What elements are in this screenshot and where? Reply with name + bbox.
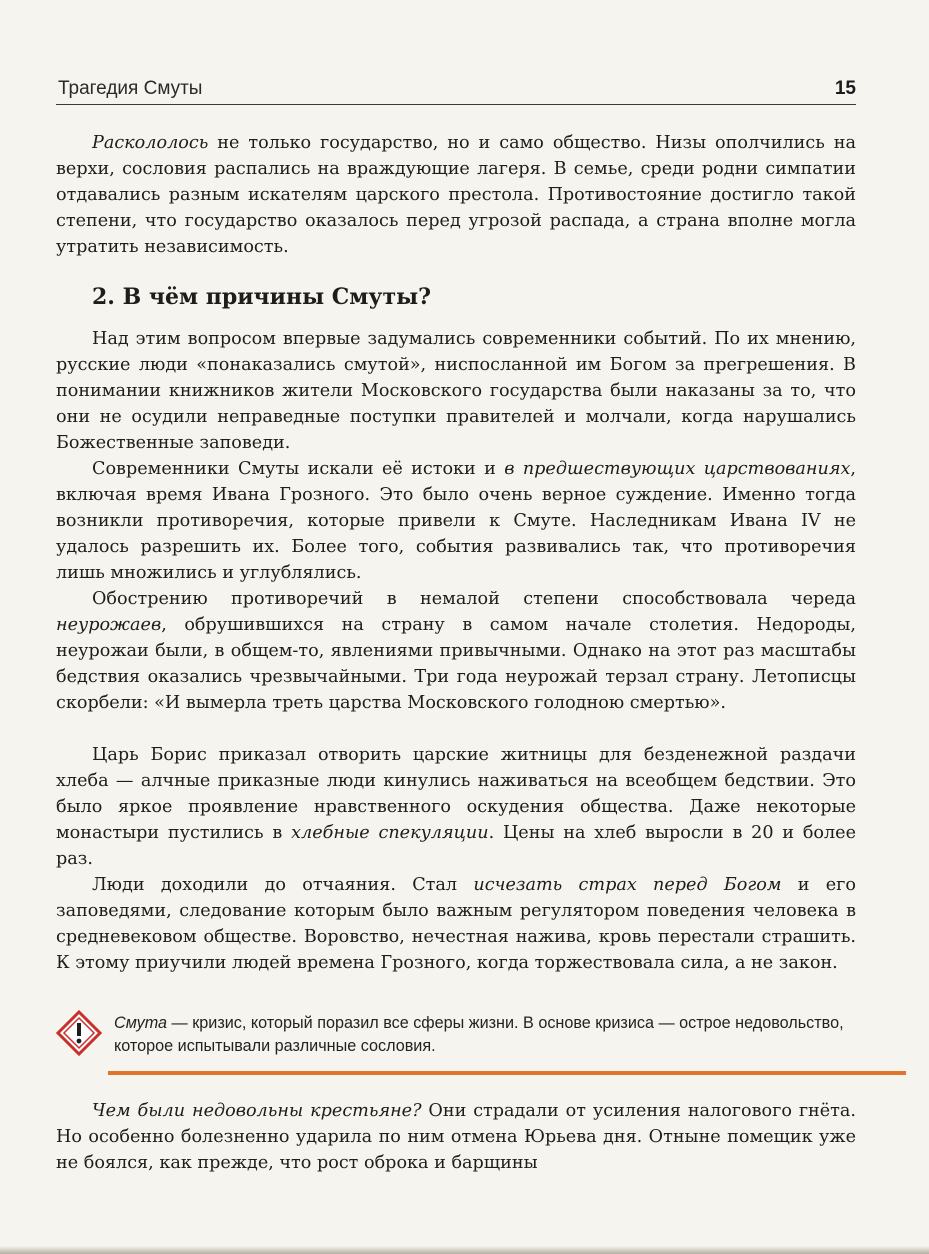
paragraph-5-text-a: Люди доходили до отчаяния. Стал xyxy=(92,875,474,895)
paragraph-5-italic: исчезать страх перед Богом xyxy=(473,875,782,895)
page-edge-shadow xyxy=(0,1246,929,1254)
closing-question: Чем были недовольны крестьяне? xyxy=(92,1101,422,1121)
running-title: Трагедия Смуты xyxy=(58,78,203,99)
paragraph-4 xyxy=(56,742,856,872)
note-underline xyxy=(108,1071,906,1075)
warning-icon-dot xyxy=(77,1039,82,1044)
definition-body: — кризис, который поразил все сферы жизни. В основе кризиса — острое недовольство, которое испытывали различные сословия. xyxy=(114,1014,844,1055)
paragraph-4-italic: хлебные спекуляции xyxy=(291,823,489,843)
warning-icon xyxy=(56,1010,102,1056)
running-head xyxy=(56,78,856,105)
paragraph-5 xyxy=(56,872,856,976)
paragraph-3-text-a: Обострению противоречий в немалой степени способствовала череда xyxy=(92,589,856,609)
paragraph-3 xyxy=(56,586,856,716)
page-number: 15 xyxy=(834,78,856,99)
paragraph-2 xyxy=(56,456,856,586)
paragraph-3-italic: неурожаев xyxy=(56,615,162,635)
definition-note xyxy=(56,1010,856,1074)
definition-term: Смута xyxy=(114,1014,168,1032)
section-heading: 2. В чём причины Смуты? xyxy=(92,284,432,310)
paragraph-2-italic: в предшествующих царствованиях xyxy=(504,459,851,479)
definition-text xyxy=(114,1012,856,1058)
paragraph-4-text-b: . Цены на хлеб выросли в 20 и более раз. xyxy=(56,823,857,869)
paragraph-1: Над этим вопросом впервые задумались современники событий. По их мнению, русские люди «понаказались смутой», ниспосланной им Богом за прегрешения. В понимании книжников жители Московского государства были наказаны за то, что они не осудили неправедные поступки правителей и молчали, когда нарушались Божественные заповеди. xyxy=(56,329,856,453)
warning-icon-bar xyxy=(77,1023,81,1036)
closing-paragraph xyxy=(56,1098,856,1176)
paragraph-4-text-a: Царь Борис приказал отворить царские житницы для безденежной раздачи хлеба — алчные приказные люди кинулись наживаться на всеобщем бедствии. Это было яркое проявление нравственного оскудения общества. Даже некоторые монастыри пустились в xyxy=(56,745,856,843)
paragraph-2-text-b: , включая время Ивана Грозного. Это было очень верное суждение. Именно тогда возникли противоречия, которые привели к Смуте. Наследникам Ивана IV не удалось разрешить их. Более того, события развивались так, что противоречия лишь множились и углублялись. xyxy=(56,459,856,583)
paragraph-5-text-b: и его заповедями, следование которым было важным регулятором поведения человека в средневековом обществе. Воровство, нечестная нажива, кровь перестали страшить. К этому приучили людей времена Грозного, когда торжествовала сила, а не закон. xyxy=(56,875,856,973)
closing-text: Они страдали от усиления налогового гнёта. Но особенно болезненно ударила по ним отмена Юрьева дня. Отныне помещик уже не боялся, как прежде, что рост оброка и барщины xyxy=(56,1101,856,1173)
intro-lead-italic: Раскололось xyxy=(92,133,209,153)
intro-paragraph xyxy=(56,130,856,260)
intro-text: не только государство, но и само общество. Низы ополчились на верхи, сословия распались на враждующие лагеря. В семье, среди родни симпатии отдавались разным искателям царского престола. Противостояние достигло такой степени, что государство оказалось перед угрозой распада, а страна вполне могла утратить независимость. xyxy=(56,133,856,257)
paragraph-3-text-b: , обрушившихся на страну в самом начале столетия. Недороды, неурожаи были, в общем-то, явлениями привычными. Однако на этот раз масштабы бедствия оказались чрезвычайными. Три года неурожай терзал страну. Летописцы скорбели: «И вымерла треть царства Московского голодною смертью». xyxy=(56,615,856,713)
paragraph-2-text-a: Современники Смуты искали её истоки и xyxy=(92,459,505,479)
